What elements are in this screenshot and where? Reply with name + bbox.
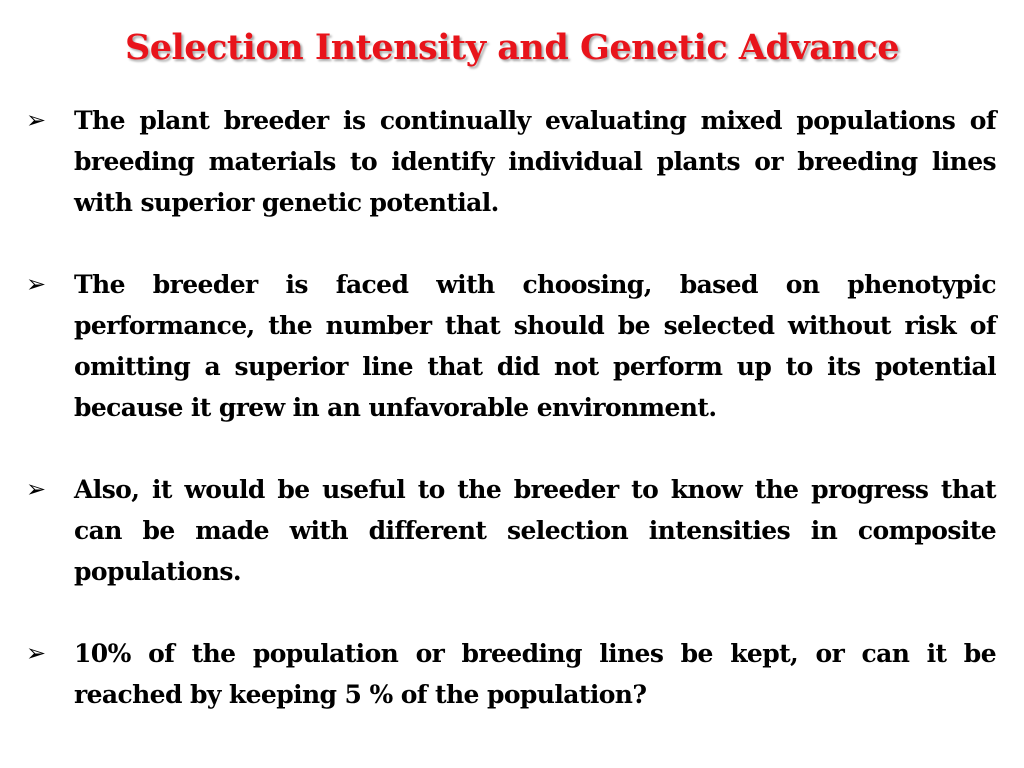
bullet-item bbox=[24, 633, 996, 715]
bullet-item bbox=[24, 264, 996, 428]
right-arrowhead-icon: ➢ bbox=[26, 475, 47, 503]
bullet-list bbox=[24, 100, 996, 715]
right-arrowhead-icon: ➢ bbox=[26, 270, 47, 298]
right-arrowhead-icon: ➢ bbox=[26, 106, 47, 134]
bullet-text: The plant breeder is continually evaluating mixed populations of breeding materials to identify individual plants or breeding lines with superior genetic potential. bbox=[74, 106, 996, 217]
slide-title: Selection Intensity and Genetic Advance bbox=[124, 27, 900, 68]
bullet-item bbox=[24, 100, 996, 223]
bullet-text: The breeder is faced with choosing, based on phenotypic performance, the number that should be selected without risk of omitting a superior line that did not perform up to its potential because it grew in an unfavorable environment. bbox=[74, 270, 996, 422]
bullet-text: Also, it would be useful to the breeder to know the progress that can be made with different selection intensities in composite populations. bbox=[74, 475, 996, 586]
bullet-item bbox=[24, 469, 996, 592]
right-arrowhead-icon: ➢ bbox=[26, 639, 47, 667]
bullet-text: 10% of the population or breeding lines be kept, or can it be reached by keeping 5 % of the population? bbox=[74, 639, 996, 709]
